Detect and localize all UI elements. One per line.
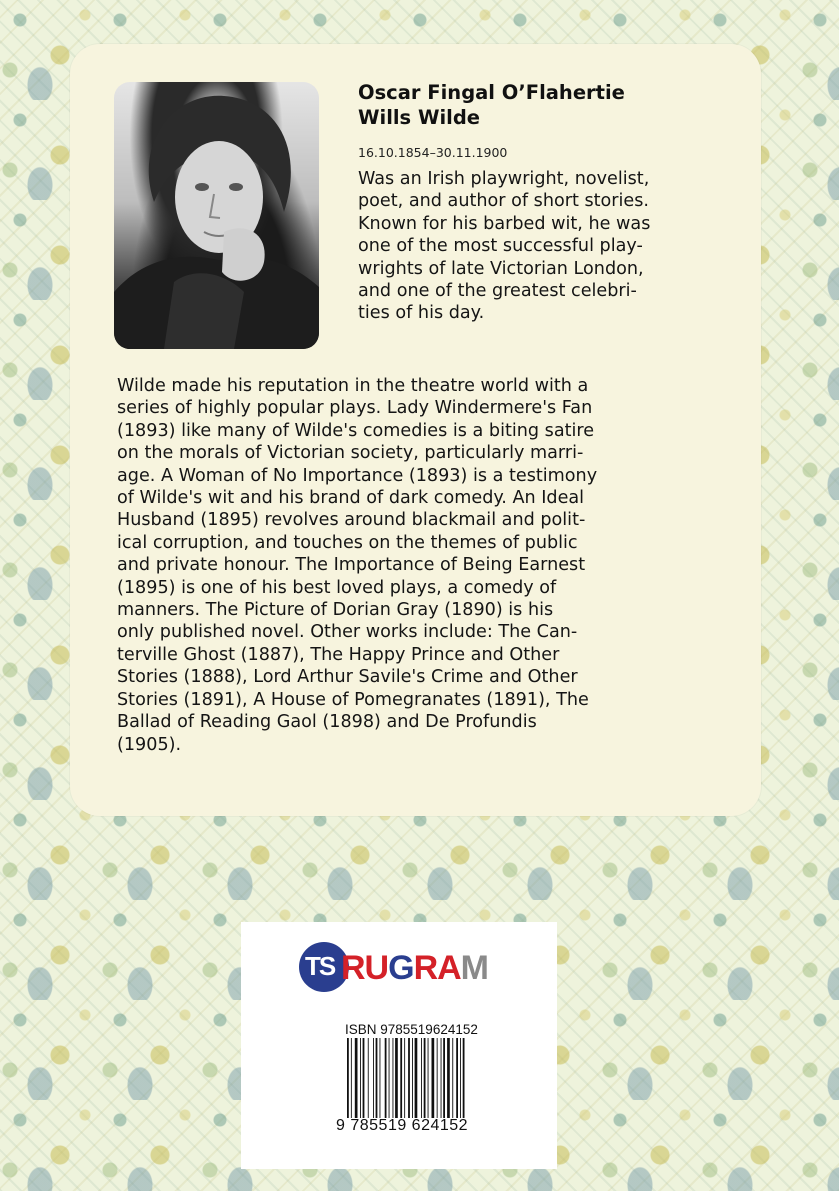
publisher-logo-word [341, 948, 488, 988]
barcode-bar [404, 1038, 405, 1118]
barcode-bar [412, 1038, 413, 1118]
author-panel [70, 44, 761, 816]
barcode-bar [360, 1038, 361, 1118]
isbn-label: ISBN 9785519624152 [345, 1022, 478, 1037]
barcode-bar [437, 1038, 438, 1118]
barcode-bar [424, 1038, 426, 1118]
barcode-bar [428, 1038, 429, 1118]
barcode-bar [351, 1038, 352, 1118]
logo-part-ra: RA [413, 949, 461, 987]
barcode-bar [380, 1038, 381, 1118]
barcode-bar [460, 1038, 461, 1118]
publisher-isbn-box [241, 922, 557, 1169]
barcode-bar [452, 1038, 453, 1118]
barcode-bar [395, 1038, 398, 1118]
author-name: Oscar Fingal O’Flahertie Wills Wilde [358, 81, 625, 129]
barcode-bar [389, 1038, 390, 1118]
barcode-bar [376, 1038, 378, 1118]
barcode [345, 1038, 505, 1118]
barcode-digits: 9 785519 624152 [336, 1117, 469, 1134]
barcode-bar [393, 1038, 394, 1118]
logo-part-ru: RU [341, 949, 389, 987]
barcode-bar [441, 1038, 442, 1118]
barcode-bar [443, 1038, 445, 1118]
author-bio: Was an Irish playwright, novelist, poet, and author of short stories. Known for his barbed wit, he was one of the most successful play- wrights of late Victorian London, and one of the greatest celebri- ties of his day. [358, 169, 651, 324]
barcode-bar [347, 1038, 349, 1118]
works-description: Wilde made his reputation in the theatre world with a series of highly popular plays. Lady Windermere's Fan (1893) like many of Wilde's comedies is a biting satire on the morals of Victorian society, particularly marri- age. A Woman of No Importance (1893) is a testimony of Wilde's wit and his brand of dark comedy. An Ideal Husband (1895) revolves around blackmail and polit- ical corruption, and touches on the themes of public and private honour. The Importance of Being Earnest (1895) is one of his best loved plays, a comedy of manners. The Picture of Dorian Gray (1890) is his only published novel. Other works include: The Can- terville Ghost (1887), The Happy Prince and Other Stories (1888), Lord Arthur Savile's Crime and Other Stories (1891), A House of Pomegranates (1891), The Ballad of Reading Gaol (1898) and De Profundis (1905). [117, 376, 598, 755]
logo-part-m: M [460, 949, 488, 987]
barcode-bar [385, 1038, 387, 1118]
barcode-bar [447, 1038, 450, 1118]
logo-part-g: G [388, 949, 414, 987]
barcode-bar [432, 1038, 435, 1118]
logo-mark-text: TS [305, 951, 335, 981]
author-portrait [114, 82, 319, 349]
barcode-bar [368, 1038, 369, 1118]
barcode-bar [463, 1038, 465, 1118]
barcode-bar [363, 1038, 365, 1118]
publisher-logo [299, 942, 529, 994]
barcode-bar [421, 1038, 422, 1118]
author-dates: 16.10.1854–30.11.1900 [358, 145, 508, 160]
barcode-bar [415, 1038, 418, 1118]
barcode-bar [373, 1038, 374, 1118]
barcode-bar [355, 1038, 358, 1118]
barcode-bar [456, 1038, 458, 1118]
barcode-bar [408, 1038, 410, 1118]
barcode-bar [400, 1038, 402, 1118]
